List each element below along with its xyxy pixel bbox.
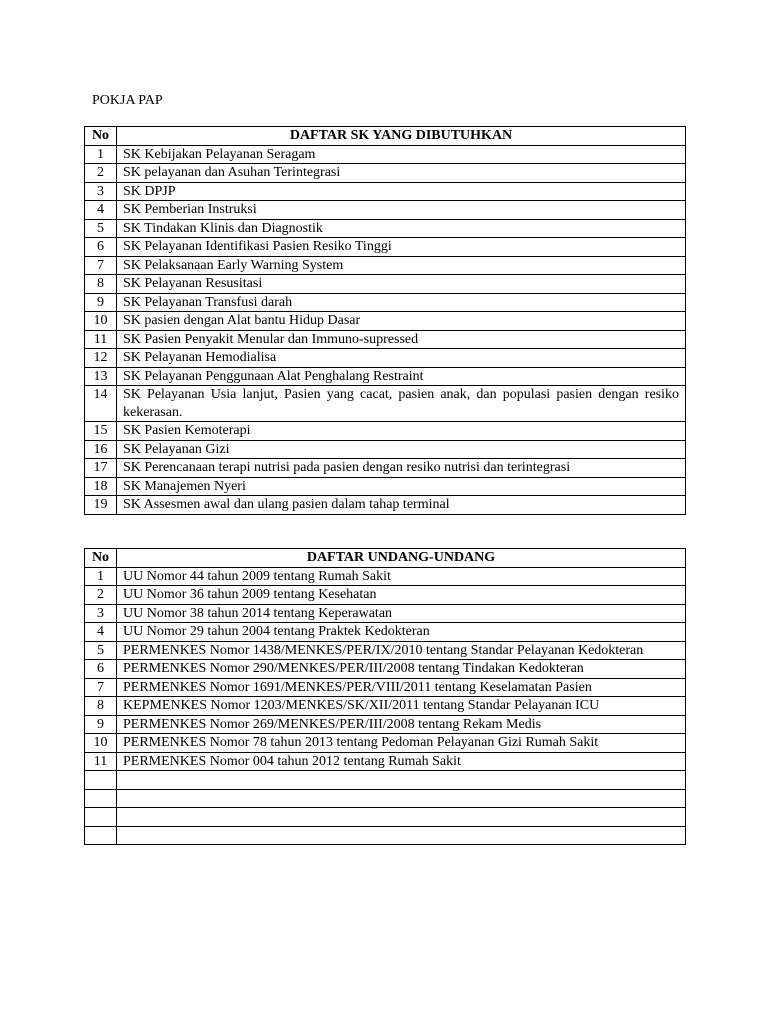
row-text: SK Tindakan Klinis dan Diagnostik (117, 219, 686, 238)
row-number: 10 (85, 312, 117, 331)
table-row (85, 752, 686, 771)
row-number: 11 (85, 752, 117, 771)
row-number: 6 (85, 660, 117, 679)
uu-table (84, 548, 686, 845)
row-text: SK Pasien Penyakit Menular dan Immuno-supressed (117, 330, 686, 349)
uu-header-title: DAFTAR UNDANG-UNDANG (117, 549, 686, 568)
row-number: 19 (85, 496, 117, 515)
row-text: SK Pelayanan Transfusi darah (117, 293, 686, 312)
row-number: 9 (85, 293, 117, 312)
row-text: PERMENKES Nomor 269/MENKES/PER/III/2008 tentang Rekam Medis (117, 715, 686, 734)
row-number: 3 (85, 182, 117, 201)
table-row (85, 586, 686, 605)
uu-table-body (85, 567, 686, 845)
row-number: 5 (85, 641, 117, 660)
table-row (85, 496, 686, 515)
table-row (85, 422, 686, 441)
row-number: 10 (85, 734, 117, 753)
table-row (85, 771, 686, 790)
row-number (85, 789, 117, 808)
row-text (117, 771, 686, 790)
row-text: SK pelayanan dan Asuhan Terintegrasi (117, 164, 686, 183)
table-row (85, 219, 686, 238)
table-row (85, 367, 686, 386)
row-text: SK Pelayanan Hemodialisa (117, 349, 686, 368)
table-row (85, 623, 686, 642)
row-number: 2 (85, 164, 117, 183)
row-text: UU Nomor 38 tahun 2014 tentang Keperawatan (117, 604, 686, 623)
row-number: 13 (85, 367, 117, 386)
table-row (85, 641, 686, 660)
table-row (85, 386, 686, 422)
table-row (85, 604, 686, 623)
row-number: 1 (85, 145, 117, 164)
row-text (117, 826, 686, 845)
row-text (117, 789, 686, 808)
row-number: 16 (85, 440, 117, 459)
row-number: 7 (85, 256, 117, 275)
uu-header-no: No (85, 549, 117, 568)
row-text (117, 808, 686, 827)
table-row (85, 567, 686, 586)
row-text: PERMENKES Nomor 1691/MENKES/PER/VIII/2011 tentang Keselamatan Pasien (117, 678, 686, 697)
table-row (85, 678, 686, 697)
row-text: SK Pelaksanaan Early Warning System (117, 256, 686, 275)
row-number: 4 (85, 201, 117, 220)
row-text: PERMENKES Nomor 004 tahun 2012 tentang Rumah Sakit (117, 752, 686, 771)
row-number: 2 (85, 586, 117, 605)
row-text: UU Nomor 29 tahun 2004 tentang Praktek Kedokteran (117, 623, 686, 642)
row-number: 9 (85, 715, 117, 734)
table-row (85, 697, 686, 716)
table-row (85, 275, 686, 294)
row-text: SK Pelayanan Usia lanjut, Pasien yang cacat, pasien anak, dan populasi pasien dengan resiko kekerasan. (117, 386, 686, 422)
row-number (85, 771, 117, 790)
table-row (85, 201, 686, 220)
row-text: SK Kebijakan Pelayanan Seragam (117, 145, 686, 164)
row-number: 7 (85, 678, 117, 697)
row-number: 14 (85, 386, 117, 422)
row-text: SK Pelayanan Resusitasi (117, 275, 686, 294)
row-number: 12 (85, 349, 117, 368)
row-number: 11 (85, 330, 117, 349)
table-row (85, 660, 686, 679)
table-row (85, 789, 686, 808)
row-text: SK Perencanaan terapi nutrisi pada pasien dengan resiko nutrisi dan terintegrasi (117, 459, 686, 478)
row-text: UU Nomor 36 tahun 2009 tentang Kesehatan (117, 586, 686, 605)
row-number: 8 (85, 275, 117, 294)
table-row (85, 349, 686, 368)
document-title: POKJA PAP (92, 93, 163, 108)
table-row (85, 734, 686, 753)
row-text: PERMENKES Nomor 290/MENKES/PER/III/2008 tentang Tindakan Kedokteran (117, 660, 686, 679)
row-text: SK Pemberian Instruksi (117, 201, 686, 220)
table-row (85, 459, 686, 478)
table-row (85, 182, 686, 201)
table-row (85, 145, 686, 164)
sk-header-no: No (85, 127, 117, 146)
table-row (85, 715, 686, 734)
row-number: 3 (85, 604, 117, 623)
row-number (85, 826, 117, 845)
uu-table-header (85, 549, 686, 568)
row-number (85, 808, 117, 827)
table-row (85, 826, 686, 845)
sk-table-body (85, 145, 686, 514)
sk-header-title: DAFTAR SK YANG DIBUTUHKAN (117, 127, 686, 146)
sk-table-header (85, 127, 686, 146)
row-text: SK Pasien Kemoterapi (117, 422, 686, 441)
table-row (85, 164, 686, 183)
row-text: KEPMENKES Nomor 1203/MENKES/SK/XII/2011 tentang Standar Pelayanan ICU (117, 697, 686, 716)
row-number: 17 (85, 459, 117, 478)
row-text: SK pasien dengan Alat bantu Hidup Dasar (117, 312, 686, 331)
table-row (85, 293, 686, 312)
table-row (85, 238, 686, 257)
row-text: SK Pelayanan Identifikasi Pasien Resiko Tinggi (117, 238, 686, 257)
row-text: UU Nomor 44 tahun 2009 tentang Rumah Sakit (117, 567, 686, 586)
row-number: 15 (85, 422, 117, 441)
row-number: 8 (85, 697, 117, 716)
row-text: PERMENKES Nomor 1438/MENKES/PER/IX/2010 tentang Standar Pelayanan Kedokteran (117, 641, 686, 660)
row-text: SK Assesmen awal dan ulang pasien dalam tahap terminal (117, 496, 686, 515)
table-row (85, 440, 686, 459)
table-row (85, 477, 686, 496)
row-text: PERMENKES Nomor 78 tahun 2013 tentang Pedoman Pelayanan Gizi Rumah Sakit (117, 734, 686, 753)
table-row (85, 256, 686, 275)
row-number: 6 (85, 238, 117, 257)
table-row (85, 330, 686, 349)
row-number: 18 (85, 477, 117, 496)
table-row (85, 808, 686, 827)
row-number: 1 (85, 567, 117, 586)
row-text: SK Pelayanan Gizi (117, 440, 686, 459)
row-number: 5 (85, 219, 117, 238)
table-row (85, 312, 686, 331)
row-text: SK Pelayanan Penggunaan Alat Penghalang Restraint (117, 367, 686, 386)
row-text: SK DPJP (117, 182, 686, 201)
row-text: SK Manajemen Nyeri (117, 477, 686, 496)
sk-table (84, 126, 686, 515)
row-number: 4 (85, 623, 117, 642)
